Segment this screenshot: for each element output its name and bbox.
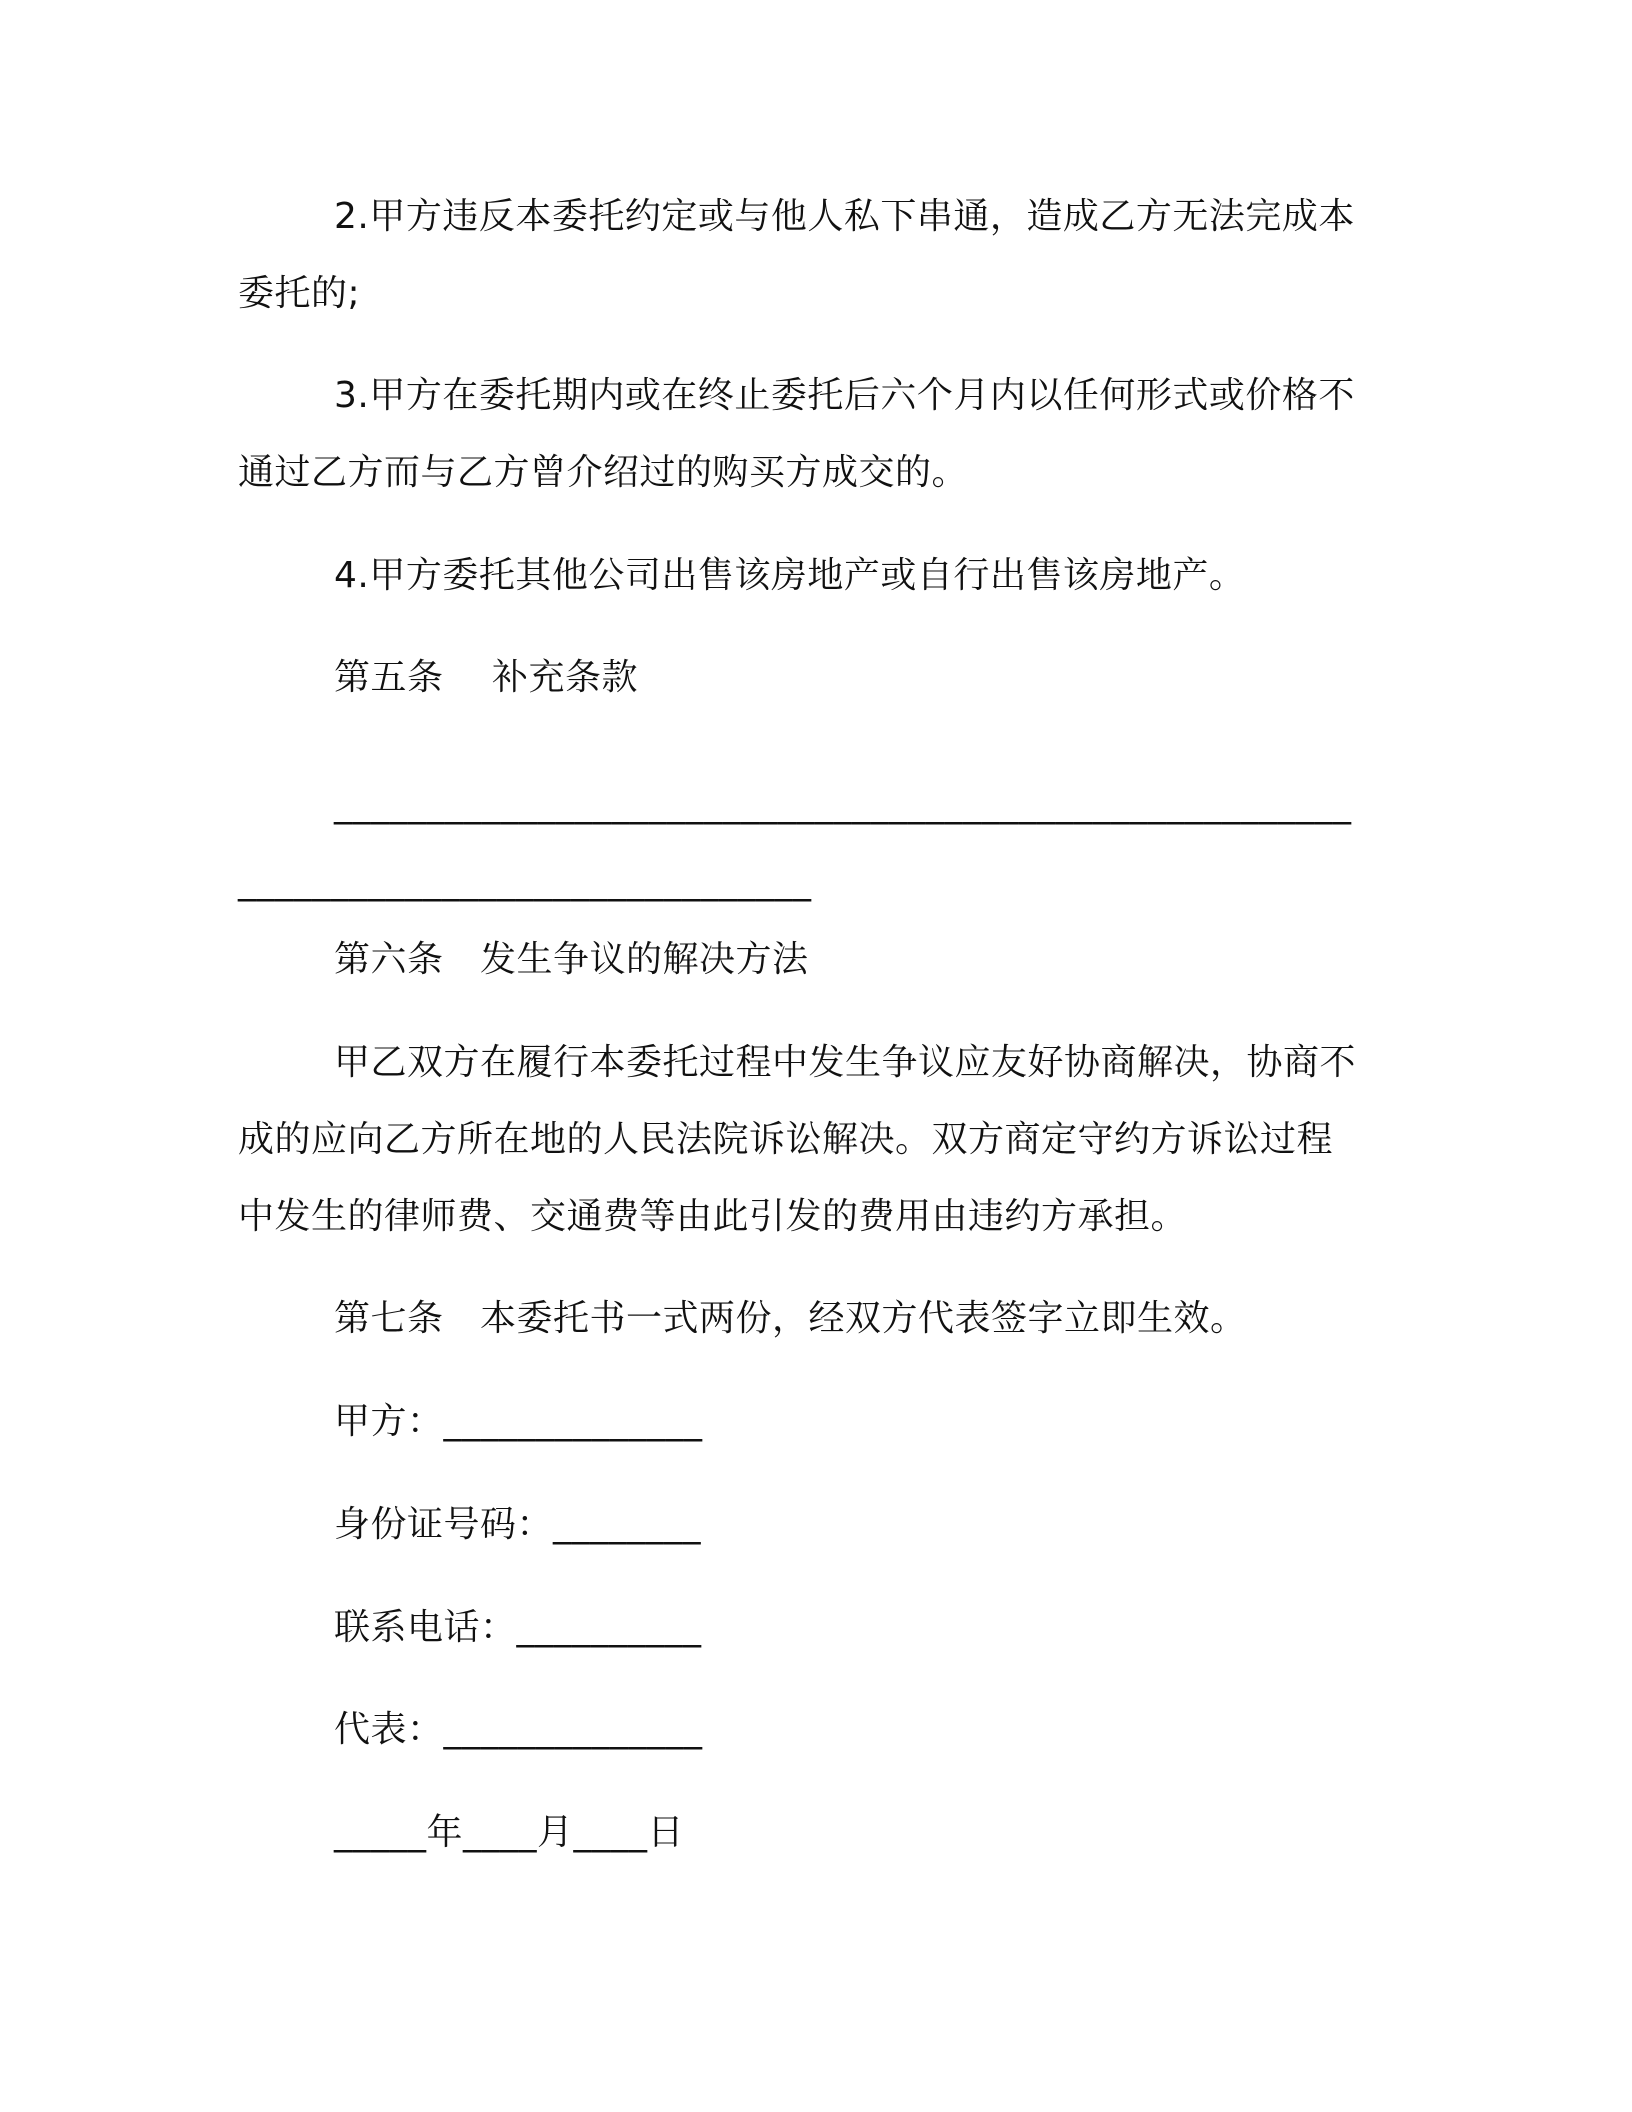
clause-2-line-2: 委托的; [238, 273, 361, 314]
date-field: _____年____月____日 [334, 1812, 685, 1853]
clause-3-line-2: 通过乙方而与乙方曾介绍过的购买方成交的。 [238, 452, 969, 493]
party-a-field: 甲方：______________ [334, 1401, 703, 1442]
clause-3-line-1: 3.甲方在委托期内或在终止委托后六个月内以任何形式或价格不 [334, 375, 1355, 416]
article-5-blank-line-2: _______________________________ [238, 861, 812, 902]
article-6-body-line-3: 中发生的律师费、交通费等由此引发的费用由违约方承担。 [238, 1196, 1188, 1237]
article-6-body-line-1: 甲乙双方在履行本委托过程中发生争议应友好协商解决，协商不 [334, 1042, 1357, 1083]
clause-2-line-1: 2.甲方违反本委托约定或与他人私下串通，造成乙方无法完成本 [334, 196, 1355, 237]
id-number-field: 身份证号码：________ [334, 1504, 702, 1545]
article-7: 第七条 本委托书一式两份，经双方代表签字立即生效。 [334, 1298, 1247, 1339]
article-6-heading: 第六条 发生争议的解决方法 [334, 939, 809, 980]
article-6-body-line-2: 成的应向乙方所在地的人民法院诉讼解决。双方商定守约方诉讼过程 [238, 1119, 1334, 1160]
article-5-blank-line-1: _______________________________________________________ [334, 784, 1352, 825]
article-5-heading: 第五条 补充条款 [334, 657, 638, 698]
phone-field: 联系电话：__________ [334, 1607, 702, 1648]
clause-4: 4.甲方委托其他公司出售该房地产或自行出售该房地产。 [334, 555, 1246, 596]
representative-field: 代表：______________ [334, 1709, 703, 1750]
